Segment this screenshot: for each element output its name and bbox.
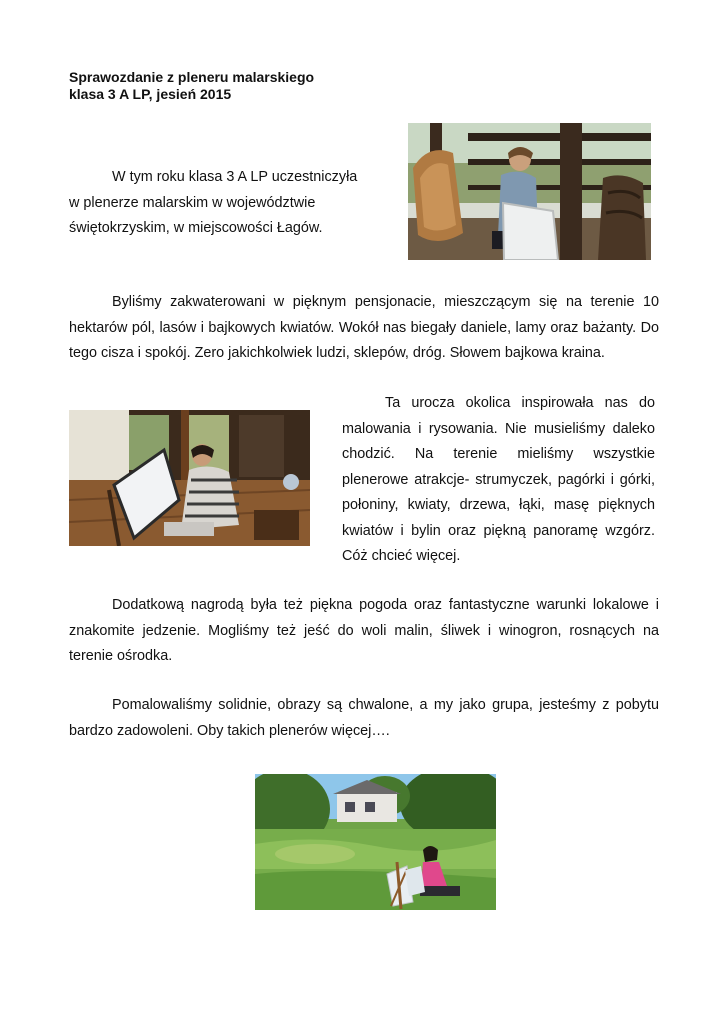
title-line-1: Sprawozdanie z pleneru malarskiego	[69, 69, 315, 85]
paragraph-intro-text: W tym roku klasa 3 A LP uczestniczyła w plenerze malarskim w województwie świętokrzyskim, w miejscowości Łagów.	[69, 169, 358, 236]
document-title	[69, 69, 314, 103]
photo-porch-painting	[69, 410, 310, 546]
paragraph-weather-food	[69, 593, 659, 670]
paragraph-surroundings	[342, 391, 655, 570]
paragraph-intro	[69, 165, 369, 242]
title-line-2: klasa 3 A LP, jesień 2015	[69, 86, 232, 102]
photo-porch-painting-image	[69, 410, 310, 546]
paragraph-accommodation-text: Byliśmy zakwaterowani w pięknym pensjonacie, mieszczącym się na terenie 10 hektarów pól, lasów i bajkowych kwiatów. Wokół nas biegały daniele, lamy oraz bażanty. Do tego cisza i spokój. Zero jakichkolwiek ludzi, sklepów, dróg. Słowem bajkowa kraina.	[69, 294, 659, 361]
paragraph-surroundings-text: Ta urocza okolica inspirowała nas do malowania i rysowania. Nie musieliśmy daleko chodzić. Na terenie mieliśmy wszystkie plenerowe atrakcje- strumyczek, pagórki i górki, połoniny, kwiaty, drzewa, łąki, masę pięknych kwiatów i bylin oraz piękną panoramę wzgórz. Cóż chcieć więcej.	[342, 395, 655, 564]
paragraph-accommodation	[69, 290, 659, 367]
photo-veranda-painting	[408, 123, 651, 260]
paragraph-summary	[69, 693, 659, 744]
paragraph-weather-food-text: Dodatkową nagrodą była też piękna pogoda oraz fantastyczne warunki lokalowe i znakomite jedzenie. Mogliśmy też jeść do woli malin, śliwek i winogron, rosnących na terenie ośrodka.	[69, 597, 659, 664]
paragraph-summary-text: Pomalowaliśmy solidnie, obrazy są chwalone, a my jako grupa, jesteśmy z pobytu bardzo zadowoleni. Oby takich plenerów więcej….	[69, 697, 659, 739]
photo-garden-painting-image	[255, 774, 496, 910]
photo-garden-painting	[255, 774, 496, 910]
photo-veranda-painting-image	[408, 123, 651, 260]
